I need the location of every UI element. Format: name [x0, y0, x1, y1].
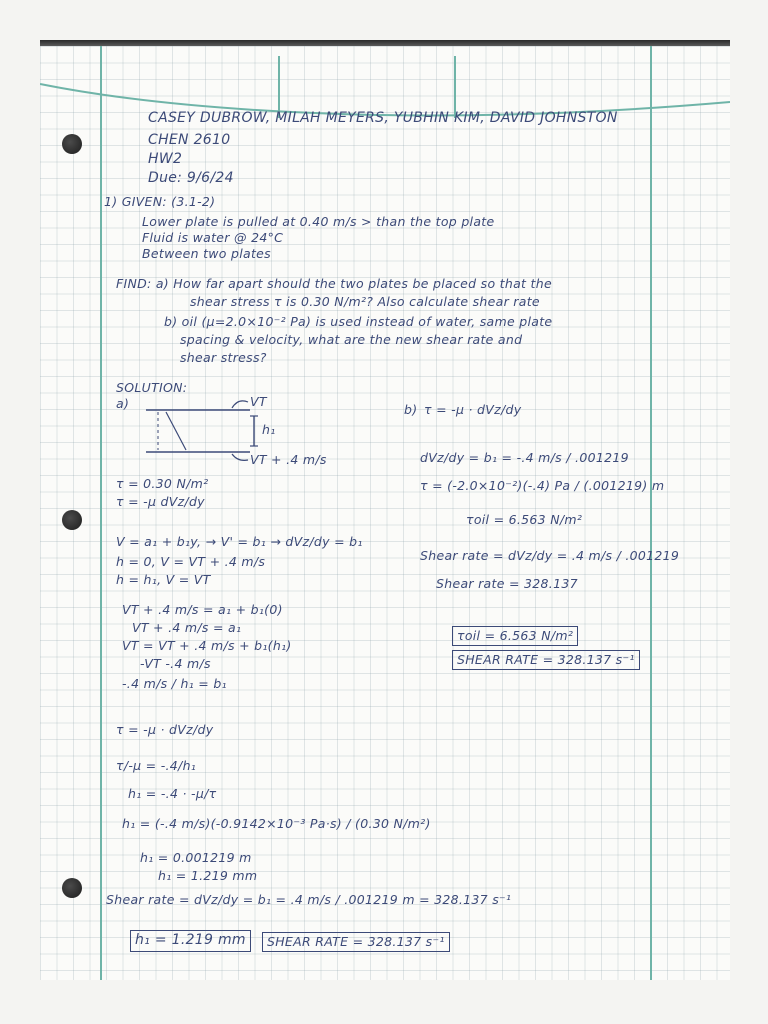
course-code: CHEN 2610 — [148, 132, 231, 148]
binder-hole — [62, 878, 82, 898]
left-margin-line — [100, 46, 102, 980]
answer-box-tau-oil: τoil = 6.563 N/m² — [452, 626, 578, 646]
a-line: h₁ = (-.4 m/s)(-0.9142×10⁻³ Pa·s) / (0.30 N/m²) — [122, 816, 431, 831]
a-line: VT + .4 m/s = a₁ — [132, 620, 242, 635]
answer-box-h1: h₁ = 1.219 mm — [130, 930, 251, 952]
b-line: Shear rate = dVz/dy = .4 m/s / .001219 — [420, 548, 680, 563]
b-line: τ = (-2.0×10⁻²)(-.4) Pa / (.001219) m — [420, 478, 665, 493]
due-date: Due: 9/6/24 — [148, 170, 234, 186]
a-line: h₁ = -.4 · -μ/τ — [128, 786, 217, 801]
a-line: h₁ = 1.219 mm — [158, 868, 258, 883]
part-b-label: b) — [404, 402, 418, 417]
answer-box-oil-shear-rate: SHEAR RATE = 328.137 s⁻¹ — [452, 650, 640, 670]
answer-box-shear-rate: SHEAR RATE = 328.137 s⁻¹ — [262, 932, 450, 952]
notebook-page — [40, 46, 730, 980]
a-line: τ/-μ = -.4/h₁ — [116, 758, 197, 773]
solution-label: SOLUTION: — [116, 380, 188, 395]
given-line: Fluid is water @ 24°C — [142, 230, 284, 245]
given-line: Between two plates — [142, 246, 271, 261]
a-line: τ = 0.30 N/m² — [116, 476, 209, 491]
binder-hole — [62, 510, 82, 530]
a-line: VT + .4 m/s = a₁ + b₁(0) — [122, 602, 283, 617]
binder-hole — [62, 134, 82, 154]
b-line: τoil = 6.563 N/m² — [466, 512, 583, 527]
a-line: -.4 m/s / h₁ = b₁ — [122, 676, 227, 691]
a-line: VT = VT + .4 m/s + b₁(h₁) — [122, 638, 292, 653]
b-line: Shear rate = 328.137 — [436, 576, 578, 591]
a-line: h₁ = 0.001219 m — [140, 850, 252, 865]
part-a-label: a) — [116, 396, 130, 411]
a-line: -VT -.4 m/s — [140, 656, 211, 671]
given-line: Lower plate is pulled at 0.40 m/s > than the top plate — [142, 214, 495, 229]
a-line: h = h₁, V = VT — [116, 572, 211, 587]
a-line: τ = -μ · dVz/dy — [116, 722, 214, 737]
given-title: 1) GIVEN: (3.1-2) — [104, 194, 216, 209]
find-b-line-2: spacing & velocity, what are the new shear rate and — [180, 332, 523, 347]
find-a-line-1: FIND: a) How far apart should the two plates be placed so that the — [116, 276, 552, 291]
find-b-line-1: b) oil (μ=2.0×10⁻² Pa) is used instead of water, same plate — [164, 314, 553, 329]
a-line: Shear rate = dVz/dy = b₁ = .4 m/s / .001219 m = 328.137 s⁻¹ — [106, 892, 512, 907]
diagram-vt-label: VT — [250, 394, 267, 409]
diagram-vt-plus-label: VT + .4 m/s — [250, 452, 327, 467]
b-line: τ = -μ · dVz/dy — [424, 402, 522, 417]
right-margin-line — [650, 46, 652, 980]
find-b-line-3: shear stress? — [180, 350, 267, 365]
a-line: h = 0, V = VT + .4 m/s — [116, 554, 266, 569]
student-names: CASEY DUBROW, MILAH MEYERS, YUBHIN KIM, DAVID JOHNSTON — [148, 110, 618, 126]
b-line: dVz/dy = b₁ = -.4 m/s / .001219 — [420, 450, 629, 465]
diagram-h1-label: h₁ — [262, 422, 276, 437]
homework-number: HW2 — [148, 151, 183, 167]
a-line: V = a₁ + b₁y, → V' = b₁ → dVz/dy = b₁ — [116, 534, 363, 549]
find-a-line-2: shear stress τ is 0.30 N/m²? Also calculate shear rate — [190, 294, 540, 309]
a-line: τ = -μ dVz/dy — [116, 494, 205, 509]
